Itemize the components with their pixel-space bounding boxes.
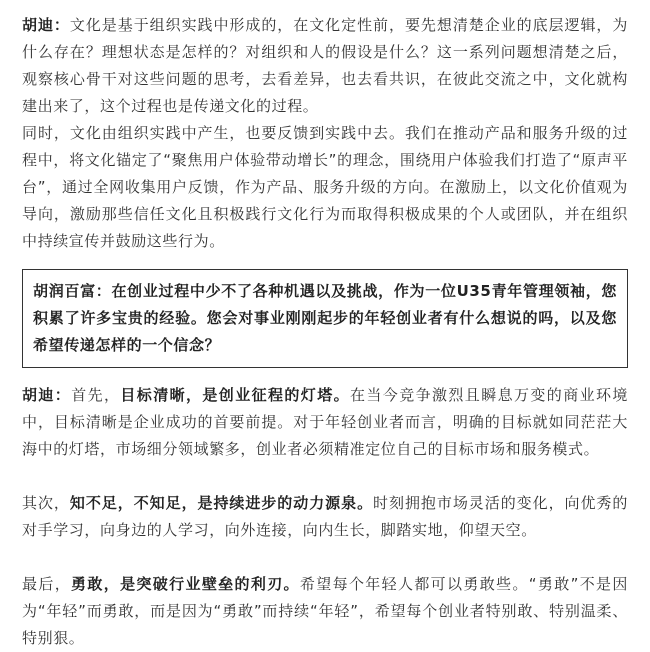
paragraph-text: 同时，文化由组织实践中产生，也要反馈到实践中去。我们在推动产品和服务升级的过程中，将文化锚定了“聚焦用户体验带动增长”的理念，围绕用户体验我们打造了“原声平台”，通过全网收集用户反馈，作为产品、服务升级的方向。在激励上，以文化价值观为导向，激励那些信任文化且积极践行文化行为而取得积极成果的个人或团队，并在组织中持续宣传并鼓励这些行为。 [22,124,628,250]
paragraph-text: 文化是基于组织实践中形成的，在文化定性前，要先想清楚企业的底层逻辑，为什么存在？理想状态是怎样的？对组织和人的假设是什么？这一系列问题想清楚之后，观察核心骨干对这些问题的思考，去看差异，也去看共识，在彼此交流之中，文化就构建出来了，这个过程也是传递文化的过程。 [22,16,628,115]
answer-highlight: 知不足，不知足，是持续进步的动力源泉。 [69,494,374,512]
answer-text: 在当今竞争激烈且瞬息万变的商业环境中，目标清晰是企业成功的首要前提。对于年轻创业者而言，明确的目标就如同茫茫大海中的灯塔，市场细分领域繁多，创业者必须精准定位自己的目标市场和服务模式。 [22,386,628,458]
question-speaker: 胡润百富： [33,282,112,300]
answer-text: 时刻拥抱市场灵活的变化，向优秀的对手学习，向身边的人学习，向外连接，向内生长，脚踏实地，仰望天空。 [22,494,628,539]
answer-highlight: 勇敢，是突破行业壁垒的利刃。 [71,575,300,593]
paragraph-spacer [22,544,628,571]
paragraph-culture-practice [22,120,628,255]
answer-text: 希望每个年轻人都可以勇敢些。“勇敢”不是因为“年轻”而勇敢，而是因为“勇敢”而持续“年轻”，希望每个创业者特别敢、特别温柔、特别狠。 [22,575,628,647]
paragraph-culture-origin [22,12,628,120]
paragraph-spacer [22,463,628,490]
answer-lead: 最后， [22,575,72,593]
interview-question-box [22,269,628,368]
speaker-name: 胡迪： [22,16,70,34]
interview-question [33,278,617,359]
answer-lead: 其次， [22,494,70,512]
question-text: 在创业过程中少不了各种机遇以及挑战，作为一位U35青年管理领袖，您积累了许多宝贵的经验。您会对事业刚刚起步的年轻创业者有什么想说的吗，以及您希望传递怎样的一个信念？ [33,282,617,354]
answer-third-point [22,571,628,652]
speaker-name: 胡迪： [22,386,72,404]
answer-highlight: 目标清晰，是创业征程的灯塔。 [120,386,350,404]
answer-lead: 首先， [71,386,121,404]
answer-first-point [22,382,628,463]
answer-second-point [22,490,628,544]
